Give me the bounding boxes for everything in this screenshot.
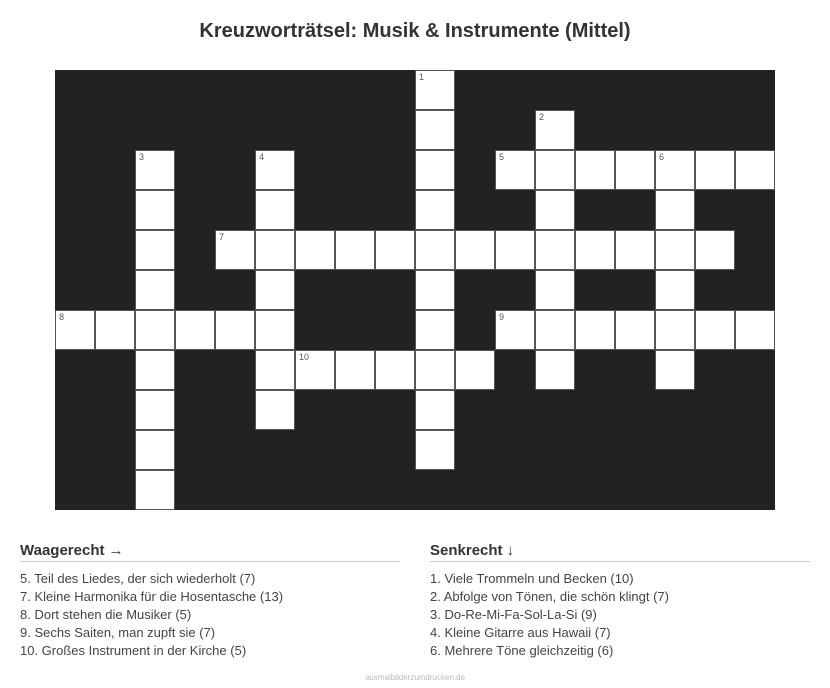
grid-cell[interactable]: [135, 230, 175, 270]
grid-cell[interactable]: [415, 190, 455, 230]
grid-cell[interactable]: [735, 150, 775, 190]
grid-cell[interactable]: [255, 190, 295, 230]
clue-number: 3: [139, 152, 145, 162]
clue-number: 2: [539, 112, 545, 122]
crossword-grid: [55, 70, 775, 510]
clue-number: 6: [659, 152, 665, 162]
grid-cell[interactable]: [335, 230, 375, 270]
grid-cell[interactable]: [615, 150, 655, 190]
down-clue: 3. Do-Re-Mi-Fa-Sol-La-Si (9): [430, 607, 597, 622]
grid-cell[interactable]: [655, 310, 695, 350]
down-arrow-icon: ↓: [506, 542, 515, 559]
grid-cell[interactable]: [95, 310, 135, 350]
grid-cell[interactable]: [495, 150, 535, 190]
grid-cell[interactable]: [135, 470, 175, 510]
grid-cell[interactable]: [575, 150, 615, 190]
grid-cell[interactable]: [655, 350, 695, 390]
grid-cell[interactable]: [55, 310, 95, 350]
grid-cell[interactable]: [535, 350, 575, 390]
grid-cell[interactable]: [255, 150, 295, 190]
grid-cell[interactable]: [255, 390, 295, 430]
grid-cell[interactable]: [535, 190, 575, 230]
grid-cell[interactable]: [535, 310, 575, 350]
across-clue: 9. Sechs Saiten, man zupft sie (7): [20, 625, 216, 640]
grid-cell[interactable]: [415, 350, 455, 390]
clue-number: 10: [299, 352, 310, 362]
across-heading-label: Waagerecht: [20, 542, 105, 559]
grid-cell[interactable]: [655, 190, 695, 230]
clue-number: 5: [499, 152, 505, 162]
grid-cell[interactable]: [255, 350, 295, 390]
clue-number: 1: [419, 72, 425, 82]
grid-cell[interactable]: [455, 230, 495, 270]
grid-cell[interactable]: [535, 150, 575, 190]
grid-cell[interactable]: [535, 110, 575, 150]
grid-cell[interactable]: [295, 350, 335, 390]
grid-cell[interactable]: [575, 310, 615, 350]
down-clues: [430, 542, 810, 660]
across-clue: 10. Großes Instrument in der Kirche (5): [20, 643, 247, 658]
grid-cell[interactable]: [215, 310, 255, 350]
across-heading: [20, 542, 400, 562]
across-clue: 8. Dort stehen die Musiker (5): [20, 607, 192, 622]
grid-cell[interactable]: [615, 310, 655, 350]
clue-number: 9: [499, 312, 505, 322]
footer-credit: ausmalbilderzumdrucken.de: [364, 673, 466, 682]
grid-cell[interactable]: [415, 110, 455, 150]
grid-cell[interactable]: [175, 310, 215, 350]
grid-cell[interactable]: [135, 390, 175, 430]
clue-number: 7: [219, 232, 225, 242]
grid-cell[interactable]: [135, 270, 175, 310]
grid-cell[interactable]: [695, 230, 735, 270]
grid-cell[interactable]: [415, 430, 455, 470]
grid-cell[interactable]: [135, 430, 175, 470]
grid-cell[interactable]: [415, 310, 455, 350]
grid-cell[interactable]: [375, 230, 415, 270]
grid-cell[interactable]: [335, 350, 375, 390]
grid-cell[interactable]: [135, 350, 175, 390]
grid-cell[interactable]: [695, 310, 735, 350]
grid-cell[interactable]: [375, 350, 415, 390]
across-clues: [20, 542, 400, 660]
down-heading-label: Senkrecht: [430, 542, 503, 559]
down-clue: 6. Mehrere Töne gleichzeitig (6): [430, 643, 614, 658]
grid-cell[interactable]: [655, 150, 695, 190]
grid-cell[interactable]: [695, 150, 735, 190]
grid-cell[interactable]: [135, 150, 175, 190]
grid-cell[interactable]: [415, 150, 455, 190]
across-clue: 5. Teil des Liedes, der sich wiederholt (7): [20, 571, 256, 586]
grid-cell[interactable]: [255, 310, 295, 350]
down-clue: 1. Viele Trommeln und Becken (10): [430, 571, 634, 586]
grid-cell[interactable]: [575, 230, 615, 270]
clue-number: 4: [259, 152, 265, 162]
grid-cell[interactable]: [295, 230, 335, 270]
grid-cell[interactable]: [615, 230, 655, 270]
grid-cell[interactable]: [415, 270, 455, 310]
grid-cell[interactable]: [495, 230, 535, 270]
grid-cell[interactable]: [455, 350, 495, 390]
across-clue: 7. Kleine Harmonika für die Hosentasche (13): [20, 589, 284, 604]
grid-cell[interactable]: [735, 310, 775, 350]
grid-cell[interactable]: [655, 230, 695, 270]
down-clue: 4. Kleine Gitarre aus Hawaii (7): [430, 625, 611, 640]
grid-cell[interactable]: [215, 230, 255, 270]
grid-cell[interactable]: [415, 390, 455, 430]
grid-cell[interactable]: [135, 310, 175, 350]
grid-cell[interactable]: [535, 270, 575, 310]
right-arrow-icon: →: [108, 542, 124, 559]
down-clue: 2. Abfolge von Tönen, die schön klingt (7): [430, 589, 669, 604]
down-heading: [430, 542, 810, 562]
grid-cell[interactable]: [495, 310, 535, 350]
grid-cell[interactable]: [255, 230, 295, 270]
grid-cell[interactable]: [535, 230, 575, 270]
grid-cell[interactable]: [255, 270, 295, 310]
clue-number: 8: [59, 312, 65, 322]
grid-cell[interactable]: [415, 230, 455, 270]
grid-cell[interactable]: [135, 190, 175, 230]
grid-cell[interactable]: [415, 70, 455, 110]
grid-cell[interactable]: [655, 270, 695, 310]
page-title: Kreuzworträtsel: Musik & Instrumente (Mittel): [199, 20, 631, 42]
